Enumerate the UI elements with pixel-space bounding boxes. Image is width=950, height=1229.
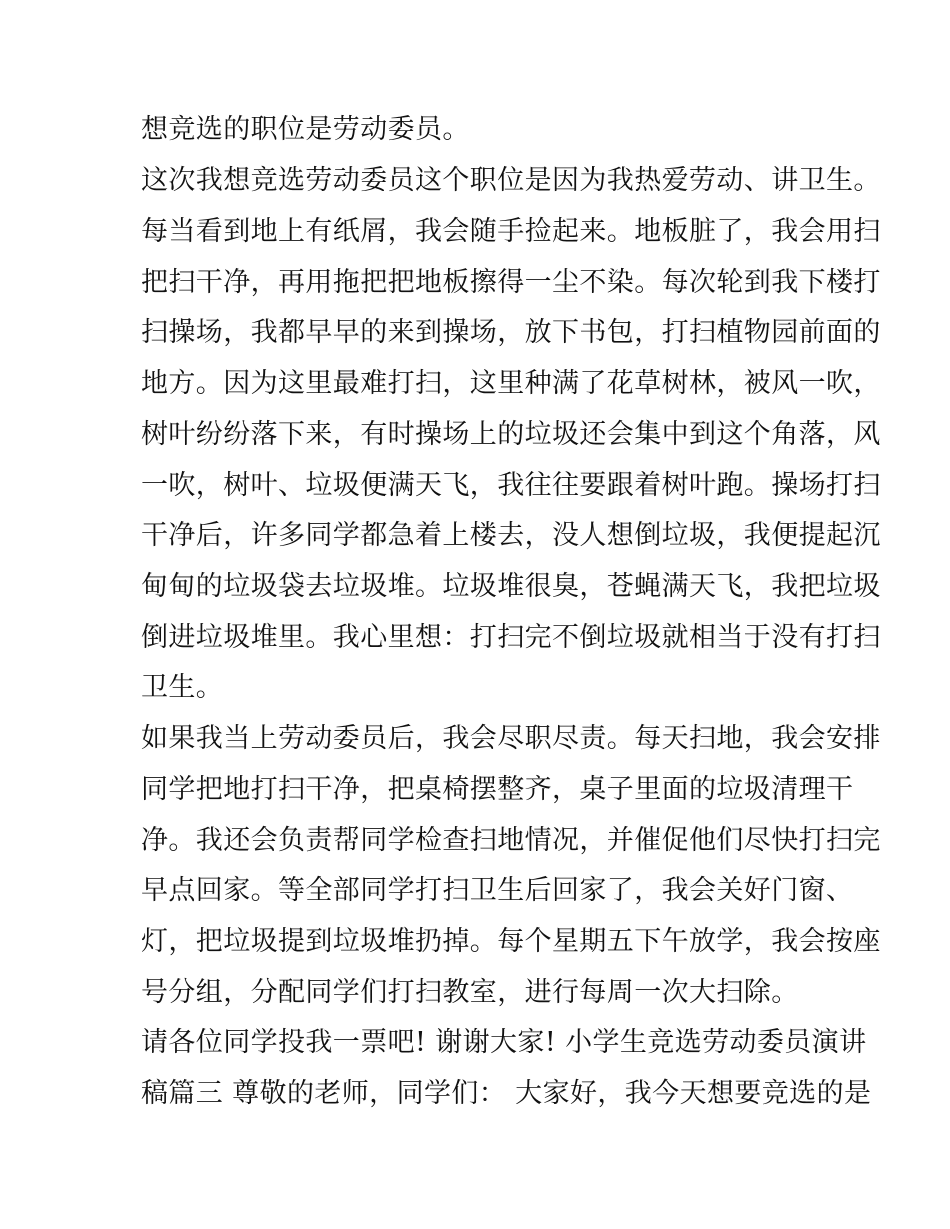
text-line: 甸甸的垃圾袋去垃圾堆。垃圾堆很臭，苍蝇满天飞，我把垃圾 [141,571,881,602]
text-line: 灯，把垃圾提到垃圾堆扔掉。每个星期五下午放学，我会按座 [141,926,881,957]
text-line: 干净后，许多同学都急着上楼去，没人想倒垃圾，我便提起沉 [141,520,881,551]
text-line: 倒进垃圾堆里。我心里想：打扫完不倒垃圾就相当于没有打扫 [141,622,881,653]
text-line: 扫操场，我都早早的来到操场，放下书包，打扫植物园前面的 [141,317,881,348]
text-line: 如果我当上劳动委员后，我会尽职尽责。每天扫地，我会安排 [141,723,881,754]
text-line: 一吹，树叶、垃圾便满天飞，我往往要跟着树叶跑。操场打扫 [141,470,881,501]
text-line: 稿篇三 尊敬的老师，同学们： 大家好，我今天想要竞选的是 [141,1078,872,1109]
text-line: 树叶纷纷落下来，有时操场上的垃圾还会集中到这个角落，风 [141,419,881,450]
text-line: 号分组，分配同学们打扫教室，进行每周一次大扫除。 [141,977,799,1008]
text-line: 地方。因为这里最难打扫，这里种满了花草树林，被风一吹， [141,368,881,399]
text-line: 净。我还会负责帮同学检查扫地情况，并催促他们尽快打扫完 [141,825,881,856]
text-line: 早点回家。等全部同学打扫卫生后回家了，我会关好门窗、 [141,875,854,906]
text-line: 同学把地打扫干净，把桌椅摆整齐，桌子里面的垃圾清理干 [141,774,854,805]
text-line: 卫生。 [141,672,224,703]
text-line: 每当看到地上有纸屑，我会随手捡起来。地板脏了，我会用扫 [141,216,881,247]
text-line: 把扫干净，再用拖把把地板擦得一尘不染。每次轮到我下楼打 [141,267,881,298]
text-line: 请各位同学投我一票吧! 谢谢大家! 小学生竞选劳动委员演讲 [141,1027,867,1058]
text-line: 想竞选的职位是劳动委员。 [141,114,470,145]
text-line: 这次我想竞选劳动委员这个职位是因为我热爱劳动、讲卫生。 [141,165,881,196]
